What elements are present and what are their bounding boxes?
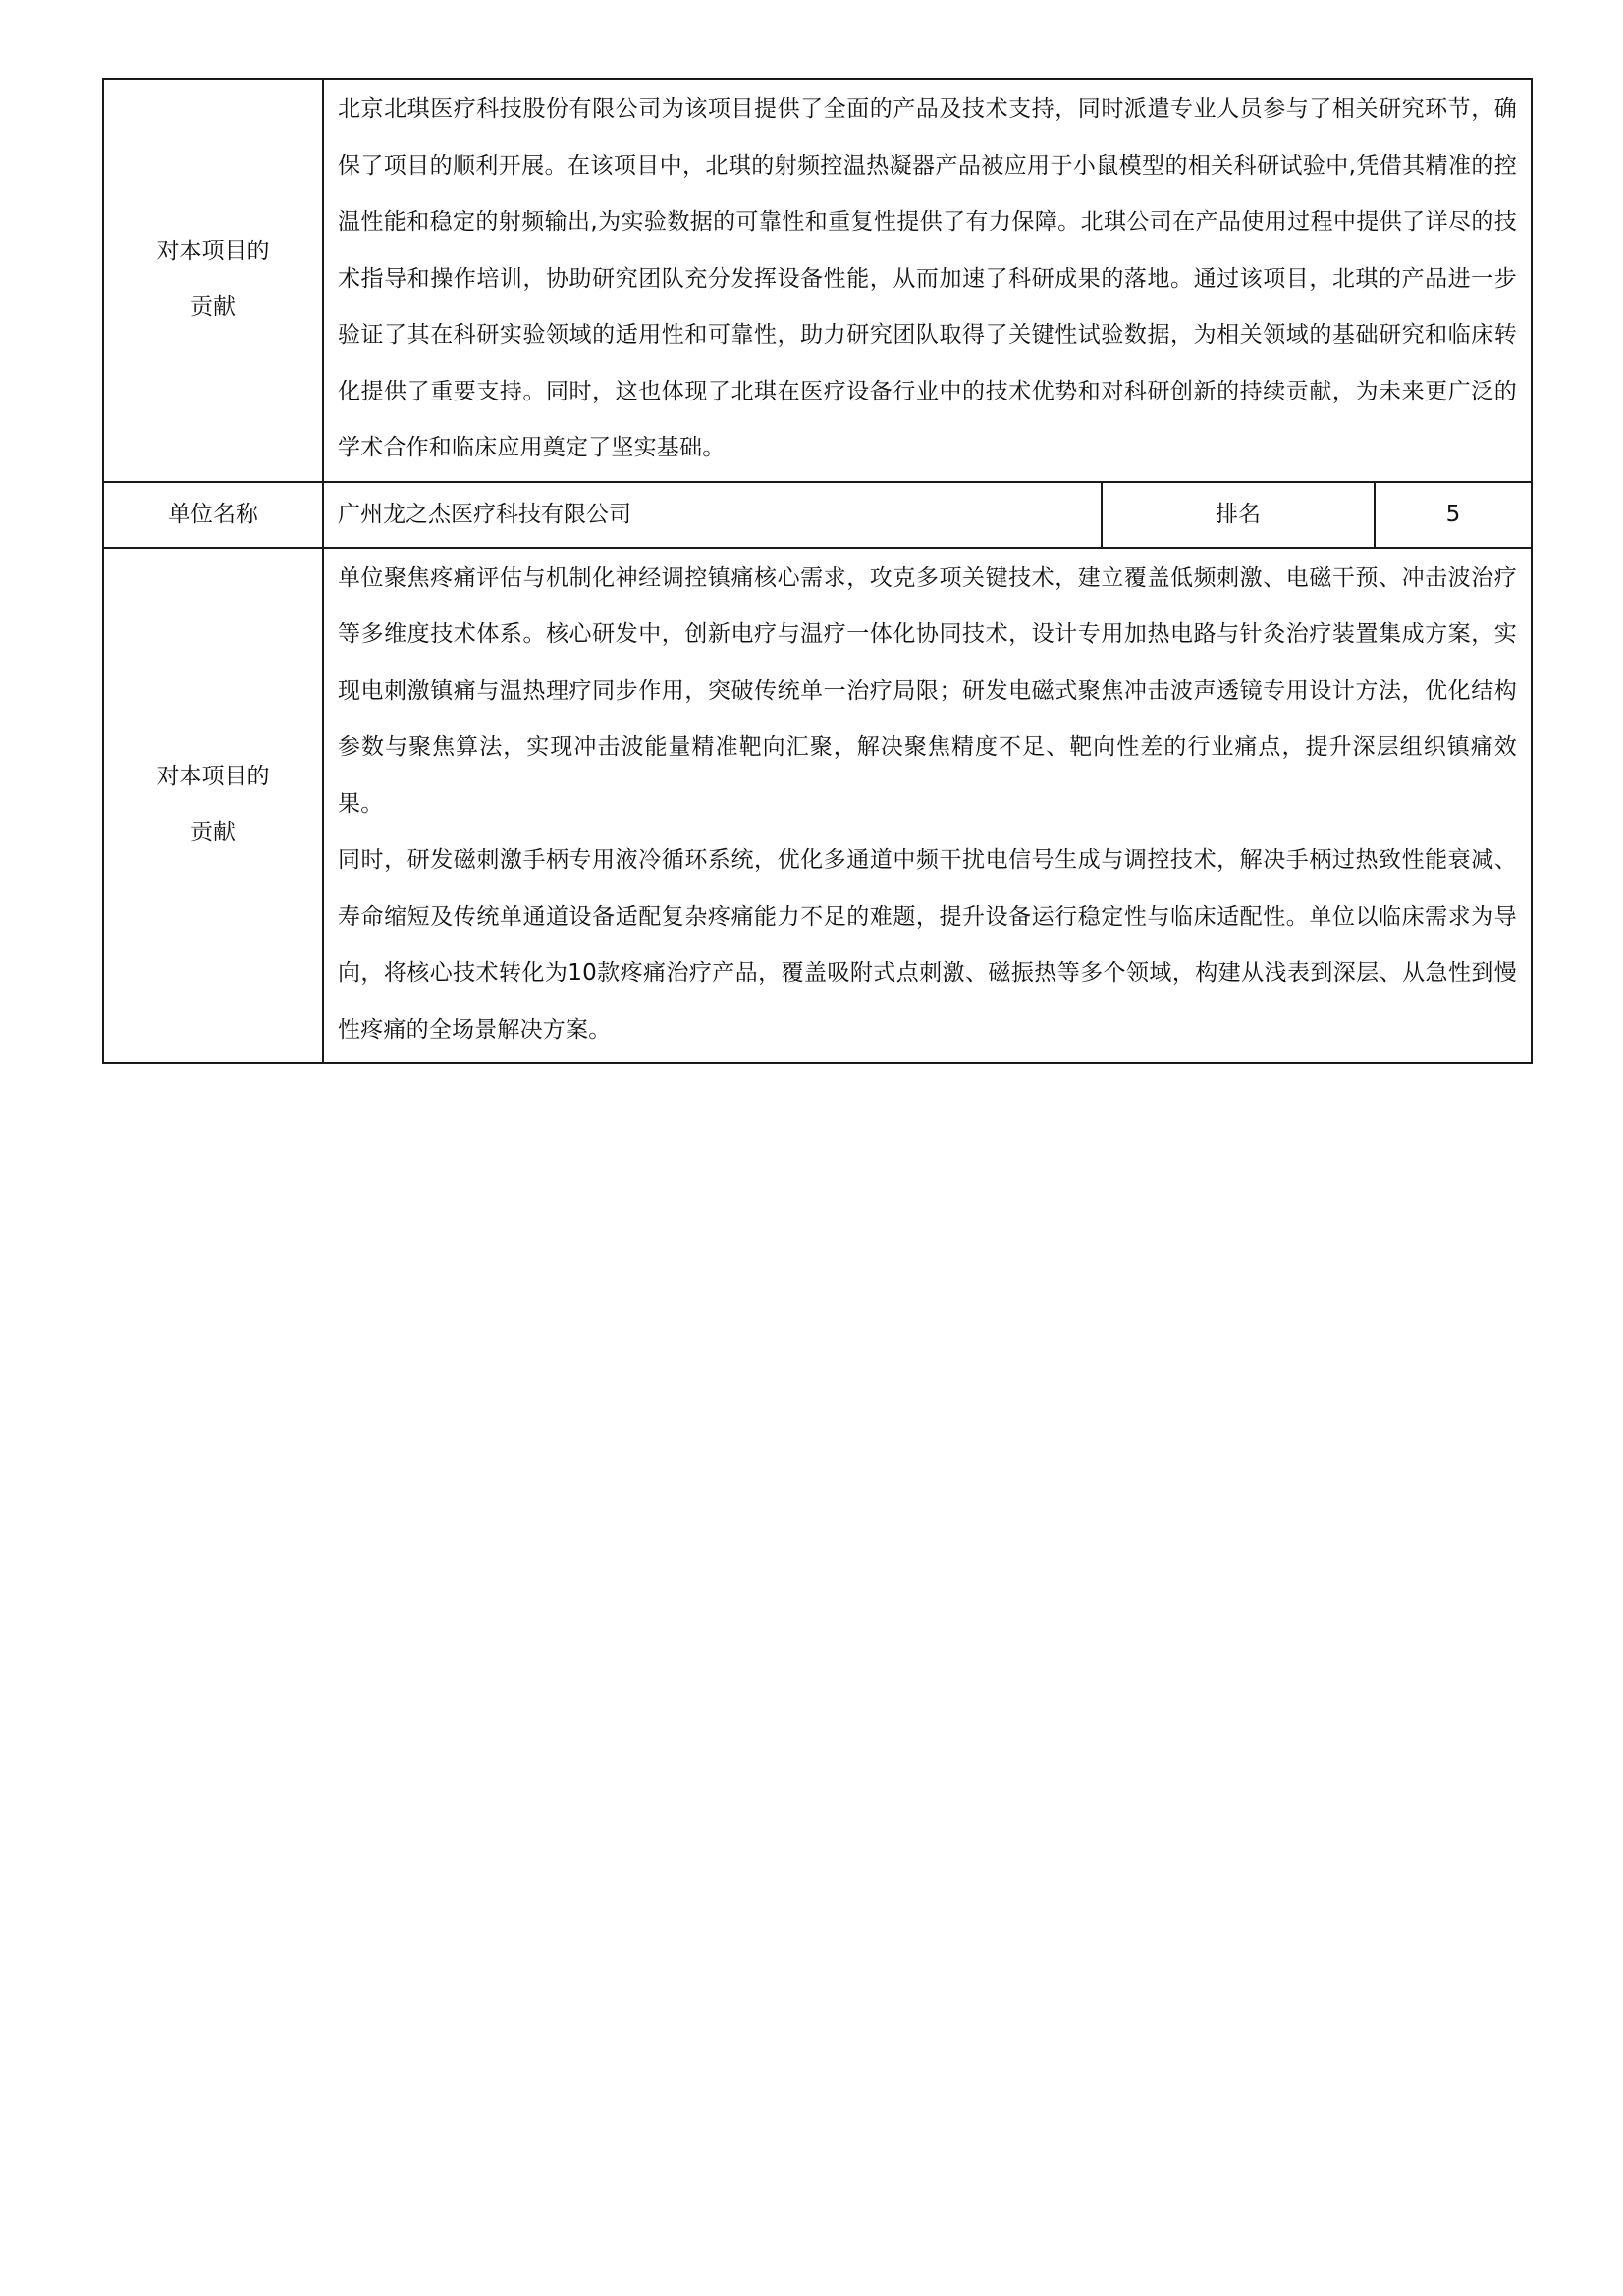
unit-info-row [103, 482, 1532, 548]
project-unit-table [102, 78, 1533, 1064]
contribution-label-line1: 对本项目的 [156, 764, 270, 790]
contribution-label-line1: 对本项目的 [156, 239, 270, 265]
contribution-content-cell [323, 79, 1532, 482]
contribution-label-cell [103, 548, 323, 1064]
unit-name-value: 广州龙之杰医疗科技有限公司 [323, 482, 1102, 548]
unit-name-label: 单位名称 [103, 482, 323, 548]
contribution-text: 北京北琪医疗科技股份有限公司为该项目提供了全面的产品及技术支持，同时派遣专业人员参与了相关研究环节，确保了项目的顺利开展。在该项目中，北琪的射频控温热凝器产品被应用于小鼠模型的相关科研试验中,凭借其精准的控温性能和稳定的射频输出,为实验数据的可靠性和重复性提供了有力保障。北琪公司在产品使用过程中提供了详尽的技术指导和操作培训，协助研究团队充分发挥设备性能，从而加速了科研成果的落地。通过该项目，北琪的产品进一步验证了其在科研实验领域的适用性和可靠性，助力研究团队取得了关键性试验数据，为相关领域的基础研究和临床转化提供了重要支持。同时，这也体现了北琪在医疗设备行业中的技术优势和对科研创新的持续贡献，为未来更广泛的学术合作和临床应用奠定了坚实基础。 [338, 96, 1517, 460]
contribution-label-line2: 贡献 [190, 294, 236, 321]
contribution-paragraph-1: 单位聚焦疼痛评估与机制化神经调控镇痛核心需求，攻克多项关键技术，建立覆盖低频刺激、电磁干预、冲击波治疗等多维度技术体系。核心研发中，创新电疗与温疗一体化协同技术，设计专用加热电路与针灸治疗装置集成方案，实现电刺激镇痛与温热理疗同步作用，突破传统单一治疗局限；研发电磁式聚焦冲击波声透镜专用设计方法，优化结构参数与聚焦算法，实现冲击波能量精准靶向汇聚，解决聚焦精度不足、靶向性差的行业痛点，提升深层组织镇痛效果。 [338, 564, 1517, 817]
contribution-row-2 [103, 548, 1532, 1064]
rank-value: 5 [1375, 482, 1532, 548]
rank-label: 排名 [1102, 482, 1375, 548]
contribution-content-cell [323, 548, 1532, 1064]
contribution-label-cell [103, 79, 323, 482]
contribution-paragraph-2: 同时，研发磁刺激手柄专用液冷循环系统，优化多通道中频干扰电信号生成与调控技术，解决手柄过热致性能衰减、寿命缩短及传统单通道设备适配复杂疼痛能力不足的难题，提升设备运行稳定性与临床适配性。单位以临床需求为导向，将核心技术转化为10款疼痛治疗产品，覆盖吸附式点刺激、磁振热等多个领域，构建从浅表到深层、从急性到慢性疼痛的全场景解决方案。 [338, 847, 1517, 1042]
contribution-label-line2: 贡献 [190, 820, 236, 846]
contribution-row-1 [103, 79, 1532, 482]
